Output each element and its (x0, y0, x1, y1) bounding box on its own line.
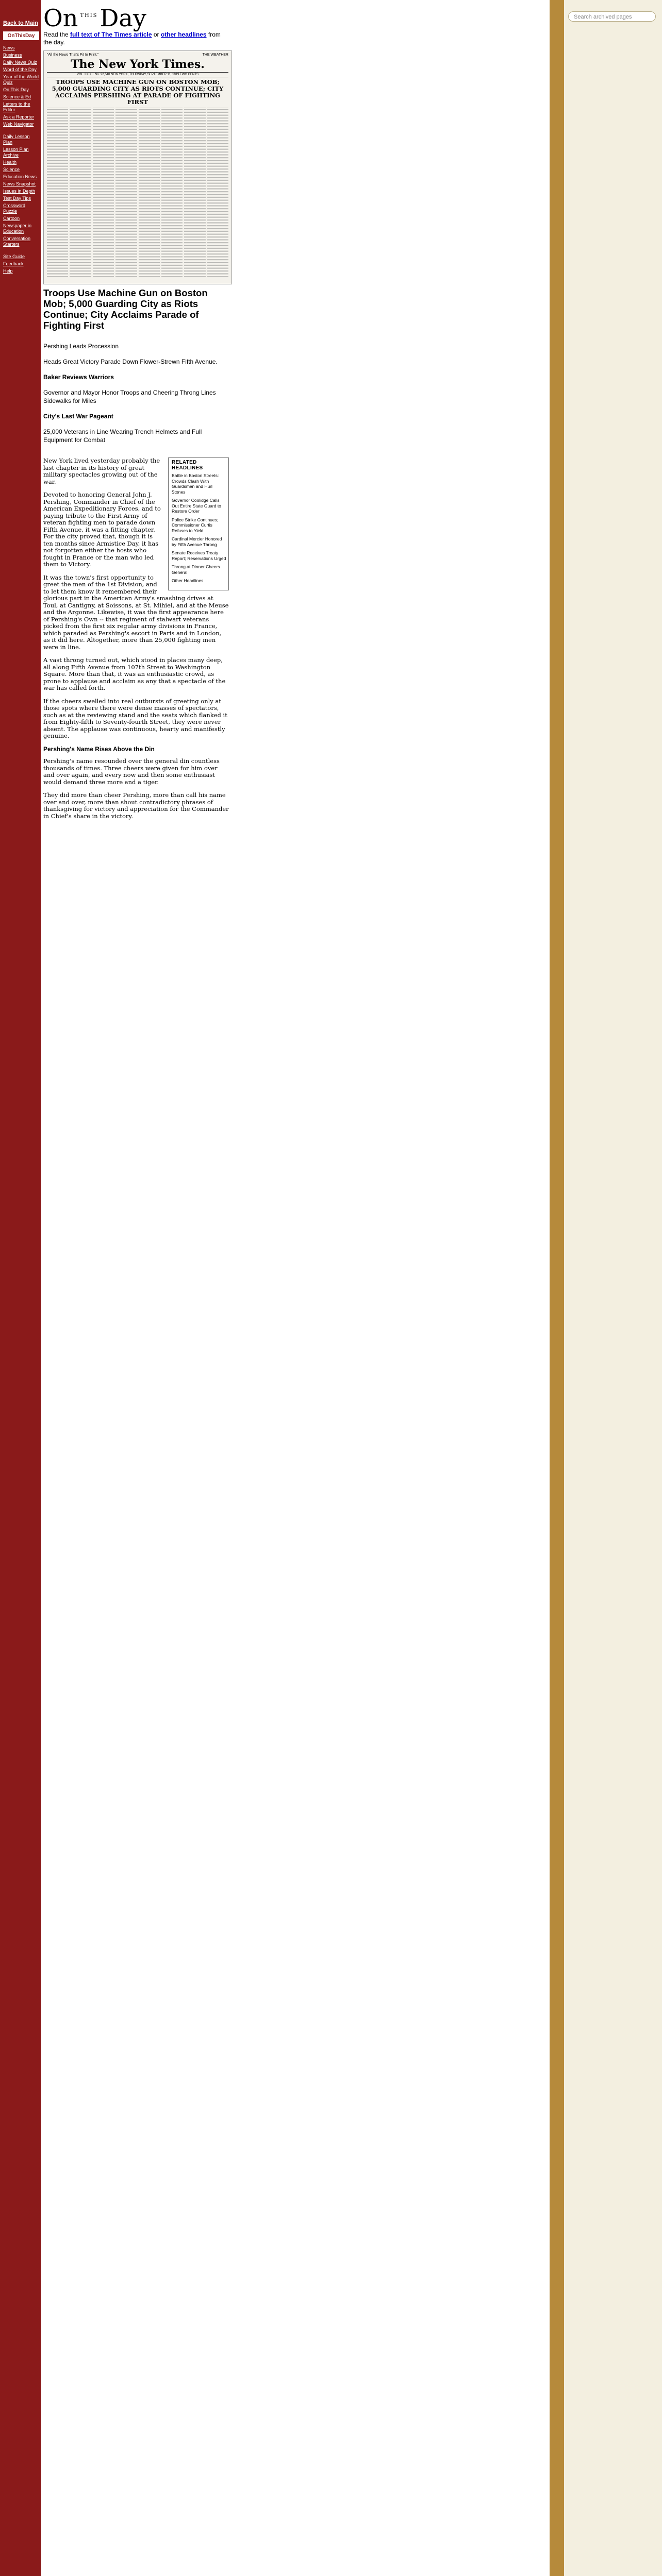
related-headline-item[interactable]: Battle in Boston Streets: Crowds Clash With Guardsmen and Hurl Stones (172, 473, 219, 495)
paper-column (70, 108, 91, 278)
sidebar-item-c-1[interactable]: Feedback (3, 261, 24, 266)
paper-column (115, 108, 137, 278)
sidebar-item-b-2[interactable]: Health (3, 160, 17, 165)
on-this-day-logo: OnThisDay (3, 31, 39, 40)
section-heading: Pershing's Name Rises Above the Din (43, 745, 155, 753)
article-paragraph: It was the town's first opportunity to greet the men of the 1st Division, and to let them know it remembered their glorious part in the American Army's smashing drives at Toul, at Cantigny, at Soissons, at St. Mihiel, and at the Meuse and the Argonne. Likewise, it was the first appearance here of Pershing's Own -- that regiment of stalwart veterans picked from the first six regular army divisions in France, which paraded as Pershing's escort in Paris and in London, as it did here. Altogether, more than 25,000 fighting men were in line. (43, 573, 229, 651)
sidebar-item-b-6[interactable]: Issues in Depth (3, 189, 36, 194)
sidebar-item-b-10[interactable]: Newspaper in Education (3, 223, 32, 234)
sidebar-item-9[interactable]: Web Navigator (3, 122, 34, 127)
sidebar-item-b-8[interactable]: Crossword Puzzle (3, 203, 26, 214)
back-to-main-link[interactable]: Back to Main (3, 20, 38, 26)
article-paragraph: Pershing's name resounded over the general din countless thousands of times. Three cheers were given for him over and over again, and every now and then some enthusiast would demand three more and a tiger. (43, 757, 220, 786)
sidebar-item-8[interactable]: Ask a Reporter (3, 114, 35, 120)
main-content (43, 3, 229, 826)
article-subhead-3: Baker Reviews Warriors (43, 374, 114, 381)
sidebar-item-c-0[interactable]: Site Guide (3, 254, 25, 259)
paper-columns (47, 108, 228, 278)
related-headlines-box (168, 457, 229, 590)
sidebar-item-7[interactable]: Letters to the Editor (3, 101, 30, 112)
article-paragraph: A vast throng turned out, which stood in places many deep, all along Fifth Avenue from 107th Street to Washington Square. More than that, it was an enthusiastic crowd, as prone to applause and acclaim as any that a spectacle of the war has called forth. (43, 656, 226, 691)
paper-masthead: The New York Times. (71, 58, 205, 71)
sidebar-item-1[interactable]: Business (3, 53, 22, 58)
article-paragraph: New York lived yesterday probably the last chapter in its history of great military spectacles growing out of the war. (43, 457, 160, 485)
paper-headline: TROOPS USE MACHINE GUN ON BOSTON MOB; 5,000 GUARDING CITY AS RIOTS CONTINUE; CITY ACCLAIMS PERSHING AT PARADE OF FIGHTING FIRST (52, 78, 224, 106)
paper-column (161, 108, 183, 278)
article-subhead-4: Governor and Mayor Honor Troops and Cheering Throng Lines Sidewalks for Miles (43, 389, 216, 404)
article-paragraph: Devoted to honoring General John J. Pershing, Commander in Chief of the American Expeditionary Forces, and to paying tribute to the First Army of veteran fighting men to parade down Fifth Avenue, it was a fitting chapter. For the city proved that, though it is ten months since Armistice Day, it has not forgotten either the hosts who fought in France or the man who led them to Victory. (43, 491, 161, 568)
related-headline-item[interactable]: Police Strike Continues; Commissioner Curtis Refuses to Yield (172, 517, 219, 533)
article-subhead-1: Pershing Leads Procession (43, 343, 119, 350)
related-headline-item[interactable]: Governor Coolidge Calls Out Entire State Guard to Restore Order (172, 498, 221, 514)
article-body (43, 457, 229, 820)
sidebar-item-b-4[interactable]: Education News (3, 174, 37, 179)
sidebar-nav-3 (3, 254, 39, 274)
sidebar-item-b-9[interactable]: Cartoon (3, 216, 20, 221)
on-this-day-banner (43, 3, 229, 30)
sidebar-item-4[interactable]: Year of the World Quiz (3, 74, 39, 85)
article-subhead-5: City's Last War Pageant (43, 413, 113, 420)
sidebar-item-b-5[interactable]: News Snapshot (3, 181, 36, 187)
sidebar-nav-1 (3, 45, 39, 127)
related-headline-item[interactable]: Other Headlines (172, 578, 204, 583)
related-headline-item[interactable]: Throng at Dinner Cheers General (172, 564, 220, 575)
sidebar-item-b-7[interactable]: Test Day Tips (3, 196, 31, 201)
banner-this: THIS (80, 13, 98, 19)
sidebar-item-0[interactable]: News (3, 45, 15, 50)
paper-column (139, 108, 160, 278)
sidebar-item-c-2[interactable]: Help (3, 268, 13, 274)
article-subhead-2: Heads Great Victory Parade Down Flower-Strewn Fifth Avenue. (43, 358, 218, 365)
sidebar-nav-2 (3, 134, 39, 247)
article-paragraph: If the cheers swelled into real outbursts of greeting only at those spots where there were dense masses of spectators, such as at the reviewing stand and the seats which flanked it from Eighty-fifth to Seventy-fourth Street, they were never absent. The applause was continuous, hearty and manifestly genuine. (43, 697, 227, 739)
article-headline: Troops Use Machine Gun on Boston Mob; 5,000 Guarding City as Riots Continue; City Acclaims Parade of Fighting First (43, 287, 208, 331)
search-input[interactable]: Search archived pages (568, 11, 656, 22)
sidebar-item-b-1[interactable]: Lesson Plan Archive (3, 147, 29, 158)
sidebar-item-6[interactable]: Science & Ed (3, 94, 31, 99)
intro-mid: or (152, 31, 161, 38)
article-subhead-6: 25,000 Veterans in Line Wearing Trench Helmets and Full Equipment for Combat (43, 428, 202, 444)
paper-dateline: VOL. LXIX....No. 22,540 NEW YORK, THURSDAY, SEPTEMBER 11, 1919 TWO CENTS (47, 72, 228, 77)
paper-column (93, 108, 114, 278)
banner-on: On (43, 4, 78, 32)
right-decorative-bar (550, 0, 564, 2576)
related-headline-item[interactable]: Senate Receives Treaty Report; Reservations Urged (172, 550, 226, 561)
banner-day: Day (100, 4, 146, 32)
paper-column (47, 108, 68, 278)
intro-post: from the day. (43, 31, 221, 46)
related-headlines-title: RELATED HEADLINES (172, 460, 203, 471)
front-page-image[interactable] (43, 50, 232, 284)
sidebar-item-b-3[interactable]: Science (3, 167, 20, 172)
article-paragraph: They did more than cheer Pershing, more than call his name over and over, more than shout contradictory phrases of thanksgiving for victory and appreciation for the Commander in Chief's share in the victory. (43, 791, 229, 820)
sidebar (0, 0, 41, 2576)
sidebar-item-3[interactable]: Word of the Day (3, 67, 37, 72)
paper-column (207, 108, 228, 278)
sidebar-item-5[interactable]: On This Day (3, 87, 29, 92)
intro-line (43, 31, 229, 46)
sidebar-item-b-0[interactable]: Daily Lesson Plan (3, 134, 30, 145)
paper-column (184, 108, 205, 278)
related-headline-item[interactable]: Cardinal Mercier Honored by Fifth Avenue Throng (172, 536, 222, 547)
sidebar-item-b-11[interactable]: Conversation Starters (3, 236, 31, 247)
full-text-link[interactable]: full text of The Times article (70, 31, 152, 38)
paper-ears (47, 53, 228, 57)
paper-ear-right: THE WEATHER (202, 53, 228, 57)
other-headlines-link[interactable]: other headlines (160, 31, 207, 38)
sidebar-item-2[interactable]: Daily News Quiz (3, 60, 38, 65)
intro-pre: Read the (43, 31, 71, 38)
paper-ear-left: "All the News That's Fit to Print." (47, 53, 99, 57)
right-margin (550, 0, 662, 2576)
